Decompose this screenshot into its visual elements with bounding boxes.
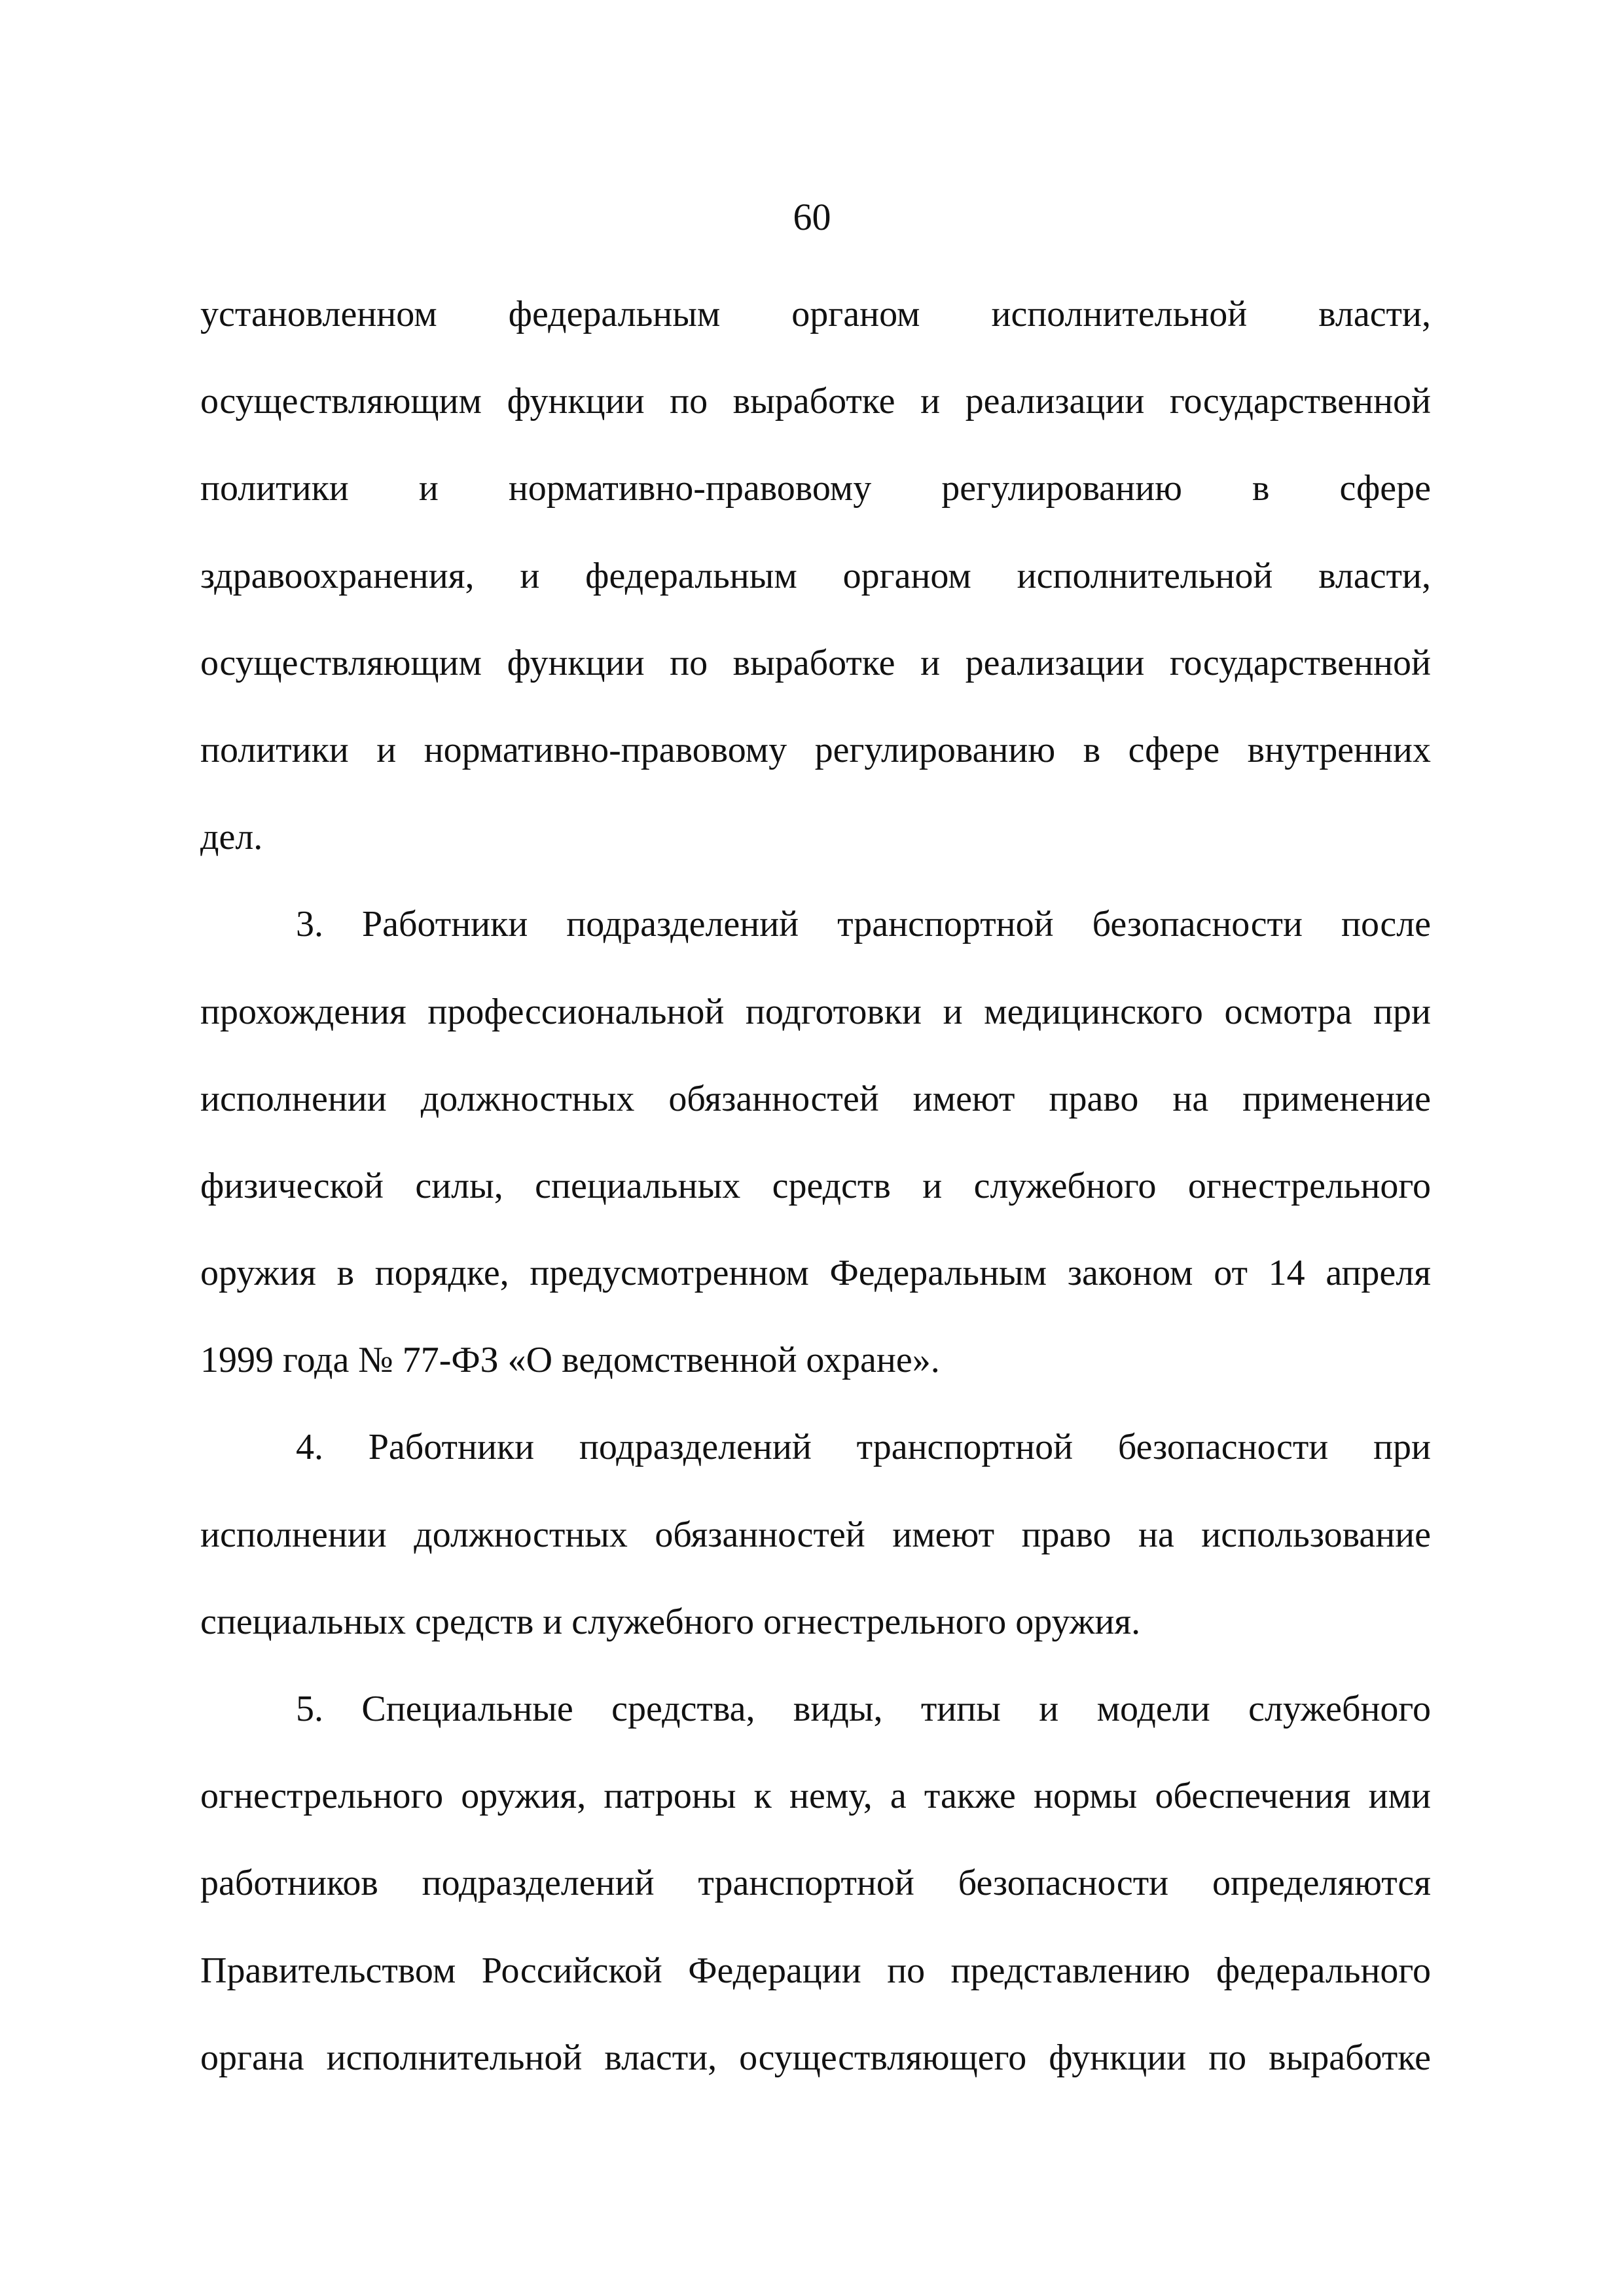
paragraph-item-4 [200,1421,1431,1683]
text-line: работников подразделений транспортной безопасности определяются [200,1863,1431,1904]
text-line: физической силы, специальных средств и служебного огнестрельного [200,1165,1431,1206]
text-line: 3. Работники подразделений транспортной безопасности после [296,904,1431,945]
text-line: здравоохранения, и федеральным органом исполнительной власти, [200,555,1431,596]
text-line: оружия в порядке, предусмотренном Федеральным законом от 14 апреля [200,1253,1431,1294]
text-line: прохождения профессиональной подготовки и медицинского осмотра при [200,991,1431,1032]
page-number: 60 [793,196,831,238]
text-line: 4. Работники подразделений транспортной безопасности при [296,1427,1431,1468]
text-line: исполнении должностных обязанностей имеют право на применение [200,1078,1431,1119]
text-line: специальных средств и служебного огнестрельного оружия. [200,1601,1141,1642]
text-line: Правительством Российской Федерации по представлению федерального [200,1950,1431,1991]
paragraph-1 [200,288,1431,898]
text-line: политики и нормативно-правовому регулированию в сфере внутренних [200,729,1431,770]
text-line: огнестрельного оружия, патроны к нему, а также нормы обеспечения ими [200,1776,1431,1817]
text-line: органа исполнительной власти, осуществляющего функции по выработке [200,2037,1431,2078]
text-line: установленном федеральным органом исполнительной власти, [200,294,1431,334]
text-line: осуществляющим функции по выработке и реализации государственной [200,381,1431,422]
text-line: исполнении должностных обязанностей имеют право на использование [200,1514,1431,1555]
text-line: 5. Специальные средства, виды, типы и модели служебного [296,1689,1431,1729]
document-body [200,288,1431,2119]
text-line: дел. [200,817,263,858]
text-line: 1999 года № 77-ФЗ «О ведомственной охране». [200,1340,940,1381]
paragraph-item-3 [200,898,1431,1421]
paragraph-item-5 [200,1683,1431,2119]
text-line: политики и нормативно-правовому регулированию в сфере [200,468,1431,509]
text-line: осуществляющим функции по выработке и реализации государственной [200,642,1431,683]
